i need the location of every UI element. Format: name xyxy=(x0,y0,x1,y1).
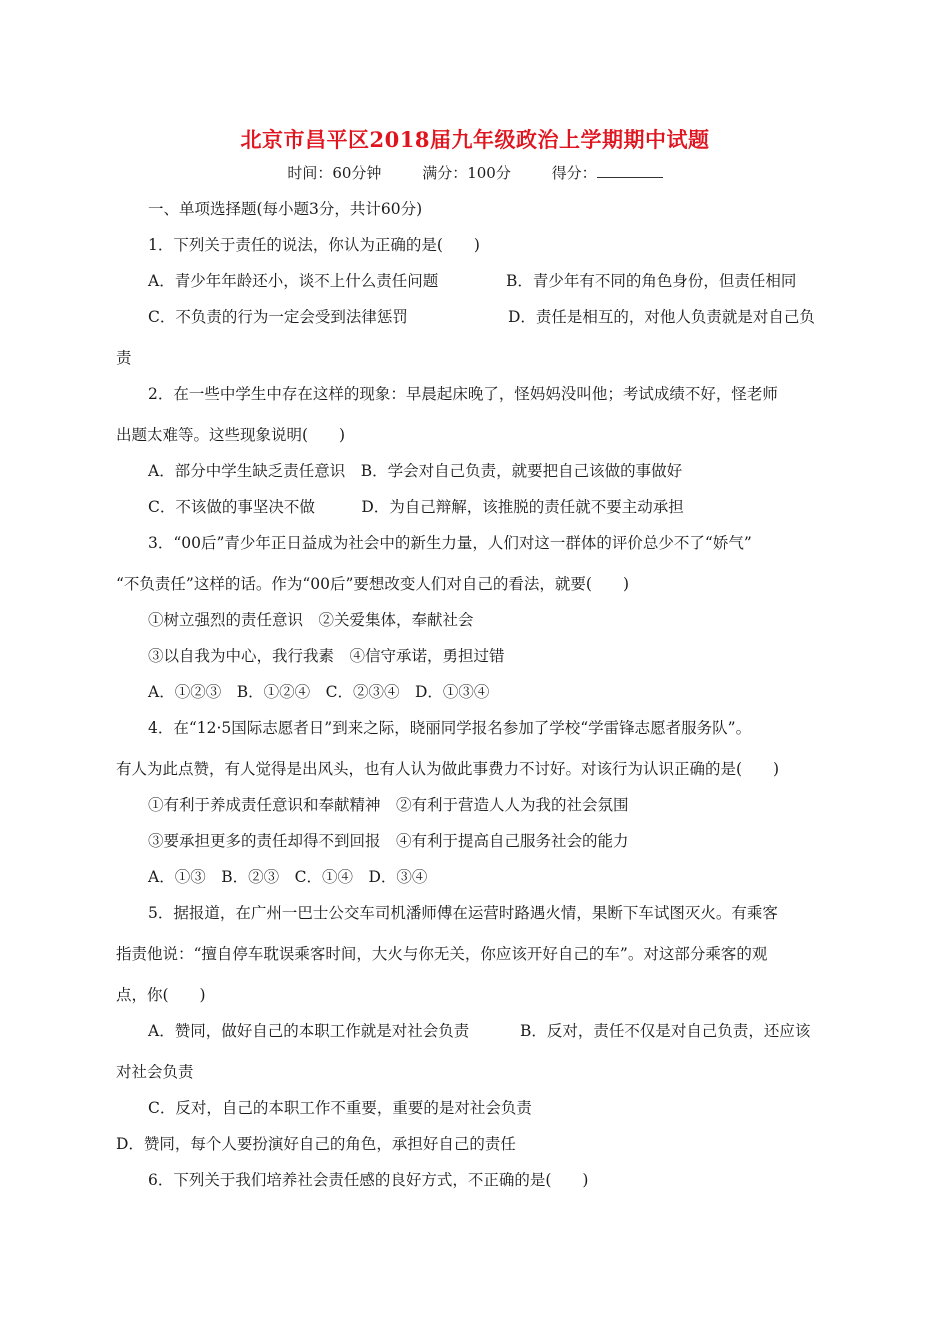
question-4-options: A．①③ B．②③ C．①④ D．③④ xyxy=(148,868,428,886)
question-5-option-b: B．反对，责任不仅是对自己负责，还应该 xyxy=(520,1022,811,1040)
question-1-option-b: B．青少年有不同的角色身份，但责任相同 xyxy=(506,272,797,290)
question-1-option-c: C．不负责的行为一定会受到法律惩罚 xyxy=(148,308,408,326)
exam-time: 时间：60分钟 xyxy=(287,164,382,182)
question-1-stem: 1．下列关于责任的说法，你认为正确的是( ) xyxy=(148,236,480,254)
question-2-options-ab: A．部分中学生缺乏责任意识 B．学会对自己负责，就要把自己该做的事做好 xyxy=(148,462,683,480)
question-5-stem-1: 5．据报道，在广州一巴士公交车司机潘师傅在运营时路遇火情，果断下车试图灭火。有乘客 xyxy=(148,904,778,922)
question-4-statements-12: ①有利于养成责任意识和奉献精神 ②有利于营造人人为我的社会氛围 xyxy=(148,796,629,814)
question-3-statements-34: ③以自我为中心，我行我素 ④信守承诺，勇担过错 xyxy=(148,647,505,665)
question-3-stem-1: 3．“00后”青少年正日益成为社会中的新生力量，人们对这一群体的评价总少不了“娇气” xyxy=(148,534,752,552)
question-4-stem-1: 4．在“12·5国际志愿者日”到来之际，晓丽同学报名参加了学校“学雷锋志愿者服务队”。 xyxy=(148,719,752,737)
score-blank xyxy=(597,163,663,178)
question-4-statements-34: ③要承担更多的责任却得不到回报 ④有利于提高自己服务社会的能力 xyxy=(148,832,629,850)
score-field xyxy=(552,164,663,182)
question-2-stem-2: 出题太难等。这些现象说明( ) xyxy=(116,426,346,444)
question-1-option-a: A．青少年年龄还小，谈不上什么责任问题 xyxy=(148,272,439,290)
question-5-option-c: C．反对，自己的本职工作不重要，重要的是对社会负责 xyxy=(148,1099,532,1117)
question-5-option-b-cont: 对社会负责 xyxy=(116,1063,194,1081)
question-5-option-a: A．赞同，做好自己的本职工作就是对社会负责 xyxy=(148,1022,470,1040)
question-6-stem: 6．下列关于我们培养社会责任感的良好方式，不正确的是( ) xyxy=(148,1171,589,1189)
question-1-option-d: D．责任是相互的，对他人负责就是对自己负 xyxy=(508,308,815,326)
question-1-option-d-cont: 责 xyxy=(116,349,132,367)
question-3-statements-12: ①树立强烈的责任意识 ②关爱集体，奉献社会 xyxy=(148,611,474,629)
score-label: 得分： xyxy=(551,164,597,182)
question-5-option-d: D．赞同，每个人要扮演好自己的角色，承担好自己的责任 xyxy=(116,1135,516,1153)
question-2-stem-1: 2．在一些中学生中存在这样的现象：早晨起床晚了，怪妈妈没叫他；考试成绩不好，怪老师 xyxy=(148,385,778,403)
question-5-stem-3: 点，你( ) xyxy=(116,986,206,1004)
question-5-stem-2: 指责他说：“擅自停车耽误乘客时间，大火与你无关，你应该开好自己的车”。对这部分乘客的观 xyxy=(116,945,768,963)
exam-meta xyxy=(0,162,950,183)
page-title: 北京市昌平区2018届九年级政治上学期期中试题 xyxy=(240,127,710,152)
exam-total-score: 满分：100分 xyxy=(422,164,511,182)
question-3-stem-2: “不负责任”这样的话。作为“00后”要想改变人们对自己的看法，就要( ) xyxy=(116,575,630,593)
section-heading: 一、单项选择题(每小题3分，共计60分) xyxy=(148,200,423,218)
question-4-stem-2: 有人为此点赞，有人觉得是出风头，也有人认为做此事费力不讨好。对该行为认识正确的是( ) xyxy=(116,760,780,778)
question-2-options-cd: C．不该做的事坚决不做 D．为自己辩解，该推脱的责任就不要主动承担 xyxy=(148,498,684,516)
question-3-options: A．①②③ B．①②④ C．②③④ D．①③④ xyxy=(148,683,490,701)
